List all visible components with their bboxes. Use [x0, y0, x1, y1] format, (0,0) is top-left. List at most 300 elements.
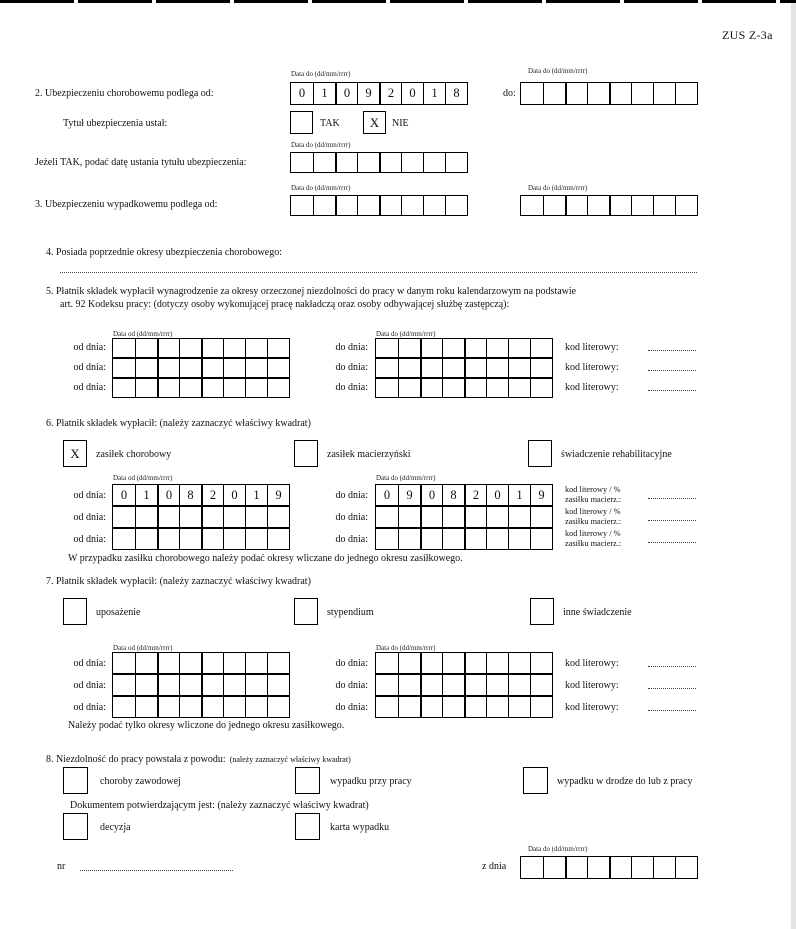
- date-digit-cell[interactable]: [135, 697, 157, 717]
- date-digit-cell[interactable]: [245, 653, 267, 673]
- date-digit-cell[interactable]: [398, 529, 420, 549]
- date-digit-cell[interactable]: [291, 196, 313, 215]
- od-dnia-label: od dnia:: [73, 512, 106, 523]
- date-digit-cell[interactable]: [201, 507, 223, 527]
- date-digit-cell[interactable]: [135, 359, 157, 377]
- checkbox-zasilek-macierzynski[interactable]: [294, 440, 318, 467]
- date-digit-cell[interactable]: [223, 359, 245, 377]
- date-digit-cell[interactable]: [245, 529, 267, 549]
- s7-row3-od-grid[interactable]: [112, 696, 290, 718]
- date-format-label: Data od (dd/mm/rrrr): [113, 644, 173, 652]
- date-digit-cell[interactable]: [267, 339, 289, 357]
- date-digit-cell[interactable]: 0: [401, 83, 423, 104]
- date-digit-cell[interactable]: [267, 507, 289, 527]
- option-label: karta wypadku: [330, 822, 390, 833]
- date-digit-cell[interactable]: [587, 196, 609, 215]
- s6-row1-kod-fill[interactable]: [648, 486, 696, 499]
- nr-label: nr: [57, 861, 66, 872]
- date-digit-cell[interactable]: [398, 339, 420, 357]
- form-code: ZUS Z-3a: [722, 28, 773, 42]
- date-digit-cell[interactable]: [135, 653, 157, 673]
- date-digit-cell[interactable]: 2: [201, 485, 223, 505]
- date-digit-cell[interactable]: [179, 675, 201, 695]
- date-digit-cell[interactable]: 9: [530, 485, 552, 505]
- date-digit-cell[interactable]: [267, 697, 289, 717]
- date-digit-cell[interactable]: [587, 83, 609, 104]
- do-dnia-label: do dnia:: [335, 534, 368, 545]
- date-digit-cell[interactable]: [486, 697, 508, 717]
- do-dnia-label: do dnia:: [335, 362, 368, 373]
- date-digit-cell[interactable]: [609, 83, 631, 104]
- date-digit-cell[interactable]: [398, 359, 420, 377]
- date-digit-cell[interactable]: [223, 653, 245, 673]
- date-digit-cell[interactable]: 1: [423, 83, 445, 104]
- date-digit-cell[interactable]: [201, 339, 223, 357]
- date-digit-cell[interactable]: [543, 83, 565, 104]
- date-digit-cell[interactable]: [530, 529, 552, 549]
- section5-title-line2: art. 92 Kodeksu pracy: (dotyczy osoby wykonującej pracę nakładczą oraz osoby odbywającej służbę zastępczą):: [60, 299, 510, 310]
- date-digit-cell[interactable]: [631, 83, 653, 104]
- date-format-label: Data do (dd/mm/rrrr): [376, 644, 436, 652]
- date-digit-cell[interactable]: [376, 339, 398, 357]
- od-dnia-label: od dnia:: [73, 658, 106, 669]
- date-digit-cell[interactable]: [464, 675, 486, 695]
- section8-title-hint: (należy zaznaczyć właściwy kwadrat): [229, 755, 351, 764]
- s5-row1-kod-fill[interactable]: [648, 338, 696, 351]
- date-digit-cell[interactable]: [157, 697, 179, 717]
- date-digit-cell[interactable]: [376, 697, 398, 717]
- checkbox-decyzja[interactable]: [63, 813, 88, 840]
- kod-literowy-label: kod literowy:: [565, 342, 619, 353]
- section6-title: 6. Płatnik składek wypłacił: (należy zaznaczyć właściwy kwadrat): [46, 418, 311, 429]
- s6-row2-do-grid[interactable]: [375, 506, 553, 528]
- date-digit-cell[interactable]: [653, 83, 675, 104]
- date-digit-cell[interactable]: [267, 379, 289, 397]
- date-digit-cell[interactable]: [201, 675, 223, 695]
- s6-row3-do-grid[interactable]: [375, 528, 553, 550]
- date-format-label: Data od (dd/mm/rrrr): [113, 330, 173, 338]
- date-digit-cell[interactable]: [113, 339, 135, 357]
- date-digit-cell[interactable]: [376, 379, 398, 397]
- checkbox-uposazenie[interactable]: [63, 598, 87, 625]
- date-digit-cell[interactable]: [609, 196, 631, 215]
- od-dnia-label: od dnia:: [73, 342, 106, 353]
- date-format-label: Data do (dd/mm/rrrr): [376, 474, 436, 482]
- s7-row2-do-grid[interactable]: [375, 674, 553, 696]
- checkbox-nie[interactable]: X: [363, 111, 386, 134]
- date-digit-cell[interactable]: 9: [398, 485, 420, 505]
- do-dnia-label: do dnia:: [335, 702, 368, 713]
- date-digit-cell[interactable]: [201, 359, 223, 377]
- date-digit-cell[interactable]: [291, 153, 313, 172]
- option-label: zasiłek chorobowy: [96, 449, 172, 460]
- date-digit-cell[interactable]: [423, 196, 445, 215]
- date-digit-cell[interactable]: [521, 196, 543, 215]
- date-digit-cell[interactable]: [157, 529, 179, 549]
- checkbox-wypadku-w-drodze[interactable]: [523, 767, 548, 794]
- date-digit-cell[interactable]: 0: [157, 485, 179, 505]
- date-digit-cell[interactable]: [675, 196, 697, 215]
- date-digit-cell[interactable]: [464, 507, 486, 527]
- date-digit-cell[interactable]: [530, 653, 552, 673]
- option-label: stypendium: [327, 607, 374, 618]
- date-digit-cell[interactable]: 0: [383, 487, 391, 502]
- option-label: choroby zawodowej: [100, 776, 181, 787]
- date-digit-cell[interactable]: 0: [298, 86, 306, 100]
- date-digit-cell[interactable]: [530, 379, 552, 397]
- s2-jezeli-label: Jeżeli TAK, podać datę ustania tytułu ubezpieczenia:: [35, 157, 247, 168]
- date-digit-cell[interactable]: [113, 697, 135, 717]
- date-digit-cell[interactable]: [420, 697, 442, 717]
- section4-title: 4. Posiada poprzednie okresy ubezpieczenia chorobowego:: [46, 247, 283, 258]
- s5-row1-do-grid[interactable]: [375, 338, 553, 358]
- checkbox-tak[interactable]: [290, 111, 313, 134]
- date-digit-cell[interactable]: [201, 697, 223, 717]
- option-label: świadczenie rehabilitacyjne: [561, 449, 672, 460]
- date-digit-cell[interactable]: [420, 653, 442, 673]
- s5-row2-do-grid[interactable]: [375, 358, 553, 378]
- date-digit-cell[interactable]: [420, 529, 442, 549]
- date-digit-cell[interactable]: [508, 359, 530, 377]
- date-digit-cell[interactable]: [530, 339, 552, 357]
- od-dnia-label: od dnia:: [73, 534, 106, 545]
- s5-row2-kod-fill[interactable]: [648, 358, 696, 371]
- section5-title-line1: 5. Płatnik składek wypłacił wynagrodzenie za okresy orzeczonej niezdolności do pracy w danym roku kalendarzowym na podstawie: [46, 286, 577, 297]
- section8-title: [46, 749, 351, 767]
- date-digit-cell[interactable]: [423, 153, 445, 172]
- date-digit-cell[interactable]: [267, 359, 289, 377]
- s3-date-do-grid[interactable]: [520, 195, 698, 216]
- checkbox-stypendium[interactable]: [294, 598, 318, 625]
- zasilku-macierz-label: zasiłku macierz.:: [565, 495, 622, 504]
- page-top-border: [0, 0, 796, 3]
- date-digit-cell[interactable]: [376, 529, 398, 549]
- date-digit-cell[interactable]: [442, 697, 464, 717]
- date-digit-cell[interactable]: [135, 339, 157, 357]
- date-digit-cell[interactable]: 1: [135, 485, 157, 505]
- date-digit-cell[interactable]: [442, 653, 464, 673]
- date-digit-cell[interactable]: [653, 196, 675, 215]
- s5-row3-do-grid[interactable]: [375, 378, 553, 398]
- date-digit-cell[interactable]: [398, 675, 420, 695]
- date-digit-cell[interactable]: [508, 339, 530, 357]
- date-digit-cell[interactable]: [530, 697, 552, 717]
- s5-row3-kod-fill[interactable]: [648, 378, 696, 391]
- tak-label: TAK: [320, 118, 340, 129]
- date-digit-cell[interactable]: [486, 359, 508, 377]
- date-digit-cell[interactable]: [135, 379, 157, 397]
- section7-note: Należy podać tylko okresy wliczone do jednego okresu zasiłkowego.: [68, 720, 345, 731]
- date-digit-cell[interactable]: [420, 675, 442, 695]
- date-digit-cell[interactable]: 2: [464, 485, 486, 505]
- date-digit-cell[interactable]: [201, 379, 223, 397]
- date-digit-cell[interactable]: [201, 653, 223, 673]
- nr-fill-line[interactable]: [80, 858, 233, 871]
- date-digit-cell[interactable]: [631, 196, 653, 215]
- s6-row3-od-grid[interactable]: [112, 528, 290, 550]
- date-digit-cell[interactable]: [420, 379, 442, 397]
- date-digit-cell[interactable]: 9: [267, 485, 289, 505]
- date-digit-cell[interactable]: 1: [313, 83, 335, 104]
- date-digit-cell[interactable]: [401, 153, 423, 172]
- date-digit-cell[interactable]: [587, 857, 609, 878]
- date-digit-cell[interactable]: 2: [379, 83, 401, 104]
- option-label: zasiłek macierzyński: [327, 449, 411, 460]
- date-digit-cell[interactable]: [565, 857, 587, 878]
- date-digit-cell[interactable]: [543, 196, 565, 215]
- date-digit-cell[interactable]: [486, 675, 508, 695]
- date-digit-cell[interactable]: [245, 507, 267, 527]
- s4-fill-line[interactable]: [60, 260, 697, 273]
- date-format-label: Data do (dd/mm/rrrr): [291, 70, 351, 78]
- s2-do-label: do:: [503, 88, 516, 99]
- date-digit-cell[interactable]: [179, 379, 201, 397]
- date-digit-cell[interactable]: [442, 339, 464, 357]
- s6-row2-od-grid[interactable]: [112, 506, 290, 528]
- date-digit-cell[interactable]: [357, 153, 379, 172]
- date-digit-cell[interactable]: [445, 153, 467, 172]
- date-digit-cell[interactable]: [157, 507, 179, 527]
- date-digit-cell[interactable]: [521, 857, 543, 878]
- date-digit-cell[interactable]: [113, 507, 135, 527]
- date-digit-cell[interactable]: 8: [445, 83, 467, 104]
- kod-literowy-label: kod literowy:: [565, 382, 619, 393]
- date-digit-cell[interactable]: [267, 675, 289, 695]
- s2-date-do-grid[interactable]: [520, 82, 698, 105]
- date-digit-cell[interactable]: [442, 379, 464, 397]
- date-digit-cell[interactable]: 0: [486, 485, 508, 505]
- date-digit-cell[interactable]: 1: [508, 485, 530, 505]
- date-digit-cell[interactable]: [420, 507, 442, 527]
- date-digit-cell[interactable]: [313, 196, 335, 215]
- section7-title: 7. Płatnik składek wypłacił: (należy zaznaczyć właściwy kwadrat): [46, 576, 311, 587]
- date-digit-cell[interactable]: [464, 379, 486, 397]
- section8-doc-label: Dokumentem potwierdzającym jest: (należy zaznaczyć właściwy kwadrat): [70, 800, 369, 811]
- date-format-label: Data do (dd/mm/rrrr): [291, 141, 351, 149]
- date-digit-cell[interactable]: 0: [120, 487, 128, 502]
- date-digit-cell[interactable]: [464, 697, 486, 717]
- checkbox-wypadku-przy-pracy[interactable]: [295, 767, 320, 794]
- date-digit-cell[interactable]: 9: [357, 83, 379, 104]
- date-digit-cell[interactable]: [223, 529, 245, 549]
- date-digit-cell[interactable]: [464, 359, 486, 377]
- kod-literowy-pct-label: kod literowy / %: [565, 507, 621, 516]
- date-digit-cell[interactable]: [379, 153, 401, 172]
- s7-row3-kod-fill[interactable]: [648, 698, 696, 711]
- kod-literowy-label: kod literowy:: [565, 658, 619, 669]
- date-digit-cell[interactable]: [486, 653, 508, 673]
- date-digit-cell[interactable]: [379, 196, 401, 215]
- date-digit-cell[interactable]: [398, 697, 420, 717]
- date-digit-cell[interactable]: [376, 653, 398, 673]
- date-digit-cell[interactable]: [245, 675, 267, 695]
- date-digit-cell[interactable]: [157, 653, 179, 673]
- od-dnia-label: od dnia:: [73, 382, 106, 393]
- date-digit-cell[interactable]: [335, 153, 357, 172]
- date-digit-cell[interactable]: [565, 83, 587, 104]
- do-dnia-label: do dnia:: [335, 658, 368, 669]
- s7-row2-od-grid[interactable]: [112, 674, 290, 696]
- checkbox-inne-swiadczenie[interactable]: [530, 598, 554, 625]
- date-digit-cell[interactable]: [179, 359, 201, 377]
- s6-row3-kod-fill[interactable]: [648, 530, 696, 543]
- date-digit-cell[interactable]: [530, 507, 552, 527]
- option-label: decyzja: [100, 822, 131, 833]
- date-digit-cell[interactable]: [398, 379, 420, 397]
- date-digit-cell[interactable]: [223, 697, 245, 717]
- date-digit-cell[interactable]: [376, 359, 398, 377]
- date-digit-cell[interactable]: [508, 653, 530, 673]
- z-dnia-label: z dnia: [482, 861, 507, 872]
- date-digit-cell[interactable]: [135, 529, 157, 549]
- date-digit-cell[interactable]: [113, 529, 135, 549]
- date-digit-cell[interactable]: [486, 507, 508, 527]
- date-digit-cell[interactable]: [267, 529, 289, 549]
- date-digit-cell[interactable]: 0: [335, 83, 357, 104]
- s6-row1-do-grid[interactable]: [375, 484, 553, 506]
- date-digit-cell[interactable]: [530, 675, 552, 695]
- date-digit-cell[interactable]: 0: [420, 485, 442, 505]
- s5-row1-od-grid[interactable]: [112, 338, 290, 358]
- s3-date-od-grid[interactable]: [290, 195, 468, 216]
- date-digit-cell[interactable]: [245, 359, 267, 377]
- s8-date-grid[interactable]: [520, 856, 698, 879]
- section3-title: 3. Ubezpieczeniu wypadkowemu podlega od:: [35, 199, 218, 210]
- checkbox-zasilek-chorobowy[interactable]: X: [63, 440, 87, 467]
- s7-row1-od-grid[interactable]: [112, 652, 290, 674]
- nie-label: NIE: [392, 118, 409, 129]
- section8-title-main: 8. Niezdolność do pracy powstała z powodu:: [46, 754, 226, 765]
- page-right-edge: [791, 3, 796, 929]
- date-digit-cell[interactable]: [631, 857, 653, 878]
- s5-row2-od-grid[interactable]: [112, 358, 290, 378]
- checkbox-choroby-zawodowej[interactable]: [63, 767, 88, 794]
- date-digit-cell[interactable]: 0: [223, 485, 245, 505]
- date-digit-cell[interactable]: [508, 529, 530, 549]
- date-digit-cell[interactable]: [223, 379, 245, 397]
- do-dnia-label: do dnia:: [335, 512, 368, 523]
- date-digit-cell[interactable]: 8: [442, 485, 464, 505]
- date-digit-cell[interactable]: [179, 653, 201, 673]
- date-digit-cell[interactable]: [223, 507, 245, 527]
- option-label: inne świadczenie: [563, 607, 632, 618]
- s6-row2-kod-fill[interactable]: [648, 508, 696, 521]
- date-digit-cell[interactable]: [508, 675, 530, 695]
- option-label: wypadku przy pracy: [330, 776, 412, 787]
- date-digit-cell[interactable]: [313, 153, 335, 172]
- date-digit-cell[interactable]: [135, 507, 157, 527]
- date-digit-cell[interactable]: [113, 379, 135, 397]
- date-digit-cell[interactable]: [442, 359, 464, 377]
- od-dnia-label: od dnia:: [73, 490, 106, 501]
- date-digit-cell[interactable]: [245, 379, 267, 397]
- date-digit-cell[interactable]: [508, 697, 530, 717]
- date-digit-cell[interactable]: 8: [179, 485, 201, 505]
- date-digit-cell[interactable]: [179, 339, 201, 357]
- date-digit-cell[interactable]: [245, 697, 267, 717]
- date-digit-cell[interactable]: [376, 675, 398, 695]
- date-format-label: Data do (dd/mm/rrrr): [376, 330, 436, 338]
- date-digit-cell[interactable]: [508, 507, 530, 527]
- date-digit-cell[interactable]: [179, 507, 201, 527]
- date-digit-cell[interactable]: [157, 339, 179, 357]
- date-digit-cell[interactable]: [521, 83, 543, 104]
- s7-row2-kod-fill[interactable]: [648, 676, 696, 689]
- date-digit-cell[interactable]: [464, 529, 486, 549]
- date-digit-cell[interactable]: [530, 359, 552, 377]
- date-digit-cell[interactable]: [609, 857, 631, 878]
- date-digit-cell[interactable]: [113, 653, 135, 673]
- date-digit-cell[interactable]: [398, 653, 420, 673]
- date-digit-cell[interactable]: [508, 379, 530, 397]
- date-digit-cell[interactable]: [157, 359, 179, 377]
- date-digit-cell[interactable]: [179, 697, 201, 717]
- section2-title: 2. Ubezpieczeniu chorobowemu podlega od:: [35, 88, 214, 99]
- s6-row1-od-grid[interactable]: [112, 484, 290, 506]
- date-digit-cell[interactable]: [675, 857, 697, 878]
- date-digit-cell[interactable]: [335, 196, 357, 215]
- date-digit-cell[interactable]: [398, 507, 420, 527]
- od-dnia-label: od dnia:: [73, 702, 106, 713]
- checkbox-karta-wypadku[interactable]: [295, 813, 320, 840]
- date-digit-cell[interactable]: [179, 529, 201, 549]
- date-digit-cell[interactable]: [420, 339, 442, 357]
- date-digit-cell[interactable]: [157, 379, 179, 397]
- date-format-label: Data od (dd/mm/rrrr): [113, 474, 173, 482]
- s5-row3-od-grid[interactable]: [112, 378, 290, 398]
- date-digit-cell[interactable]: [486, 339, 508, 357]
- date-digit-cell[interactable]: [223, 339, 245, 357]
- date-digit-cell[interactable]: [201, 529, 223, 549]
- checkbox-swiadczenie-rehabilitacyjne[interactable]: [528, 440, 552, 467]
- date-digit-cell[interactable]: [442, 507, 464, 527]
- date-digit-cell[interactable]: [464, 653, 486, 673]
- date-digit-cell[interactable]: [157, 675, 179, 695]
- date-digit-cell[interactable]: 1: [245, 485, 267, 505]
- kod-literowy-label: kod literowy:: [565, 362, 619, 373]
- s2-date-od-grid[interactable]: [290, 82, 468, 105]
- date-format-label: Data do (dd/mm/rrrr): [528, 845, 588, 853]
- date-digit-cell[interactable]: [653, 857, 675, 878]
- date-digit-cell[interactable]: [442, 675, 464, 695]
- date-digit-cell[interactable]: [543, 857, 565, 878]
- s7-row3-do-grid[interactable]: [375, 696, 553, 718]
- date-digit-cell[interactable]: [442, 529, 464, 549]
- s7-row1-do-grid[interactable]: [375, 652, 553, 674]
- date-digit-cell[interactable]: [113, 675, 135, 695]
- date-digit-cell[interactable]: [245, 339, 267, 357]
- date-digit-cell[interactable]: [486, 529, 508, 549]
- date-digit-cell[interactable]: [464, 339, 486, 357]
- date-digit-cell[interactable]: [223, 675, 245, 695]
- date-format-label: Data do (dd/mm/rrrr): [528, 67, 588, 75]
- date-digit-cell[interactable]: [401, 196, 423, 215]
- date-digit-cell[interactable]: [445, 196, 467, 215]
- date-digit-cell[interactable]: [267, 653, 289, 673]
- date-digit-cell[interactable]: [357, 196, 379, 215]
- date-digit-cell[interactable]: [565, 196, 587, 215]
- kod-literowy-pct-label: kod literowy / %: [565, 485, 621, 494]
- s2-jezeli-date-grid[interactable]: [290, 152, 468, 173]
- date-digit-cell[interactable]: [675, 83, 697, 104]
- date-digit-cell[interactable]: [135, 675, 157, 695]
- date-digit-cell[interactable]: [376, 507, 398, 527]
- date-digit-cell[interactable]: [420, 359, 442, 377]
- do-dnia-label: do dnia:: [335, 490, 368, 501]
- s7-row1-kod-fill[interactable]: [648, 654, 696, 667]
- date-digit-cell[interactable]: [113, 359, 135, 377]
- date-digit-cell[interactable]: [486, 379, 508, 397]
